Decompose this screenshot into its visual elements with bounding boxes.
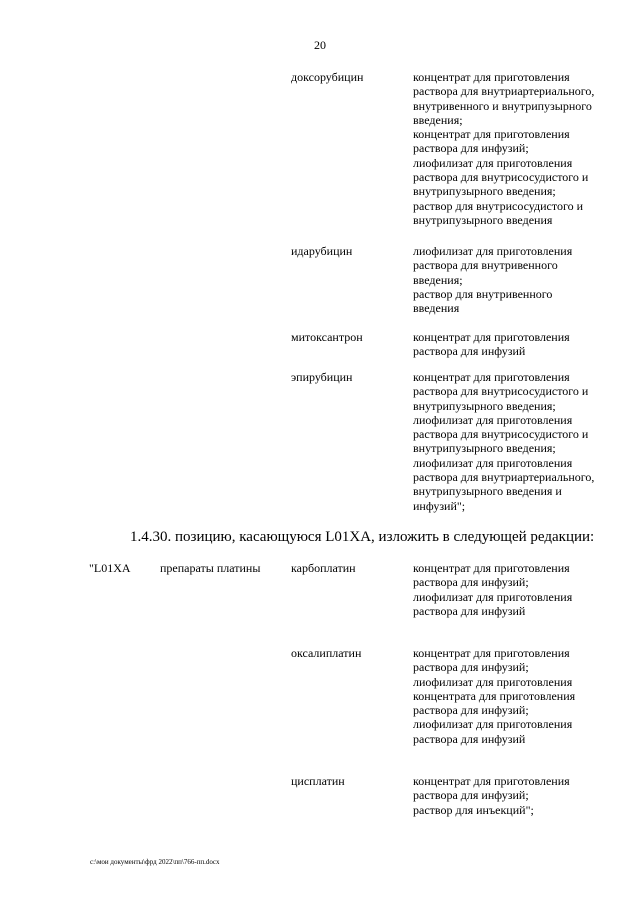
form-line: концентрат для приготовления [413, 646, 570, 660]
form-line: раствора для инфузий; [413, 703, 529, 718]
drug-form-cisplatin [413, 774, 613, 817]
form-line: внутрипузырного введения; [413, 184, 556, 199]
form-line: раствора для внутривенного [413, 258, 558, 273]
form-line: раствора для внутрисосудистого и [413, 427, 589, 442]
form-line: введения; [413, 272, 463, 287]
form-line: лиофилизат для приготовления [413, 589, 573, 604]
file-path-footer: c:\мои документы\фрд 2022\пп\766-пп.docx [90, 858, 220, 866]
form-line: раствор для внутрисосудистого и [413, 198, 584, 213]
form-line: введения; [413, 112, 463, 127]
group-name: препараты платины [160, 561, 261, 575]
drug-form-idarubicin [413, 244, 613, 315]
form-line: раствор для инъекций"; [413, 802, 534, 817]
form-line: раствора для внутриартериального, [413, 470, 595, 485]
drug-form-doxorubicin [413, 70, 613, 227]
form-line: концентрат для приготовления [413, 370, 570, 384]
form-line: лиофилизат для приготовления [413, 244, 573, 258]
form-line: введения [413, 301, 460, 316]
form-line: концентрат для приготовления [413, 774, 570, 788]
drug-form-epirubicin [413, 370, 613, 513]
form-line: концентрат для приготовления [413, 561, 570, 575]
form-line: внутривенного и внутрипузырного [413, 98, 592, 113]
form-line: раствора для внутриартериального, [413, 84, 595, 99]
form-line: лиофилизат для приготовления [413, 674, 573, 689]
form-line: внутрипузырного введения [413, 212, 553, 227]
form-line: раствора для инфузий; [413, 660, 529, 675]
form-line: раствора для внутрисосудистого и [413, 170, 589, 185]
drug-form-carboplatin [413, 561, 613, 618]
form-line: раствора для инфузий [413, 344, 526, 359]
form-line: раствора для инфузий [413, 731, 526, 746]
amendment-heading: 1.4.30. позицию, касающуюся L01XA, изложить в следующей редакции: [130, 529, 595, 545]
form-line: раствора для инфузий; [413, 141, 529, 156]
form-line: концентрата для приготовления [413, 688, 576, 703]
form-line: раствора для инфузий; [413, 575, 529, 590]
drug-name-oxaliplatin: оксалиплатин [291, 646, 362, 660]
form-line: раствора для инфузий [413, 603, 526, 618]
form-line: концентрат для приготовления [413, 70, 570, 84]
page-number: 20 [314, 38, 326, 52]
drug-name-cisplatin: цисплатин [291, 774, 345, 788]
form-line: лиофилизат для приготовления [413, 455, 573, 470]
form-line: раствора для внутрисосудистого и [413, 384, 589, 399]
form-line: внутрипузырного введения; [413, 398, 556, 413]
drug-name-epirubicin: эпирубицин [291, 370, 353, 384]
form-line: внутрипузырного введения; [413, 441, 556, 456]
form-line: концентрат для приготовления [413, 330, 570, 344]
form-line: лиофилизат для приготовления [413, 155, 573, 170]
form-line: внутрипузырного введения и [413, 484, 562, 499]
form-line: концентрат для приготовления [413, 127, 570, 142]
drug-form-mitoxantrone [413, 330, 613, 359]
form-line: раствор для внутривенного [413, 286, 553, 301]
form-line: лиофилизат для приготовления [413, 717, 573, 732]
group-code: "L01XA [89, 561, 131, 575]
drug-name-mitoxantrone: митоксантрон [291, 330, 363, 344]
form-line: раствора для инфузий; [413, 788, 529, 803]
drug-form-oxaliplatin [413, 646, 613, 746]
form-line: лиофилизат для приготовления [413, 412, 573, 427]
form-line: инфузий"; [413, 498, 466, 513]
drug-name-carboplatin: карбоплатин [291, 561, 356, 575]
drug-name-doxorubicin: доксорубицин [291, 70, 364, 84]
drug-name-idarubicin: идарубицин [291, 244, 353, 258]
